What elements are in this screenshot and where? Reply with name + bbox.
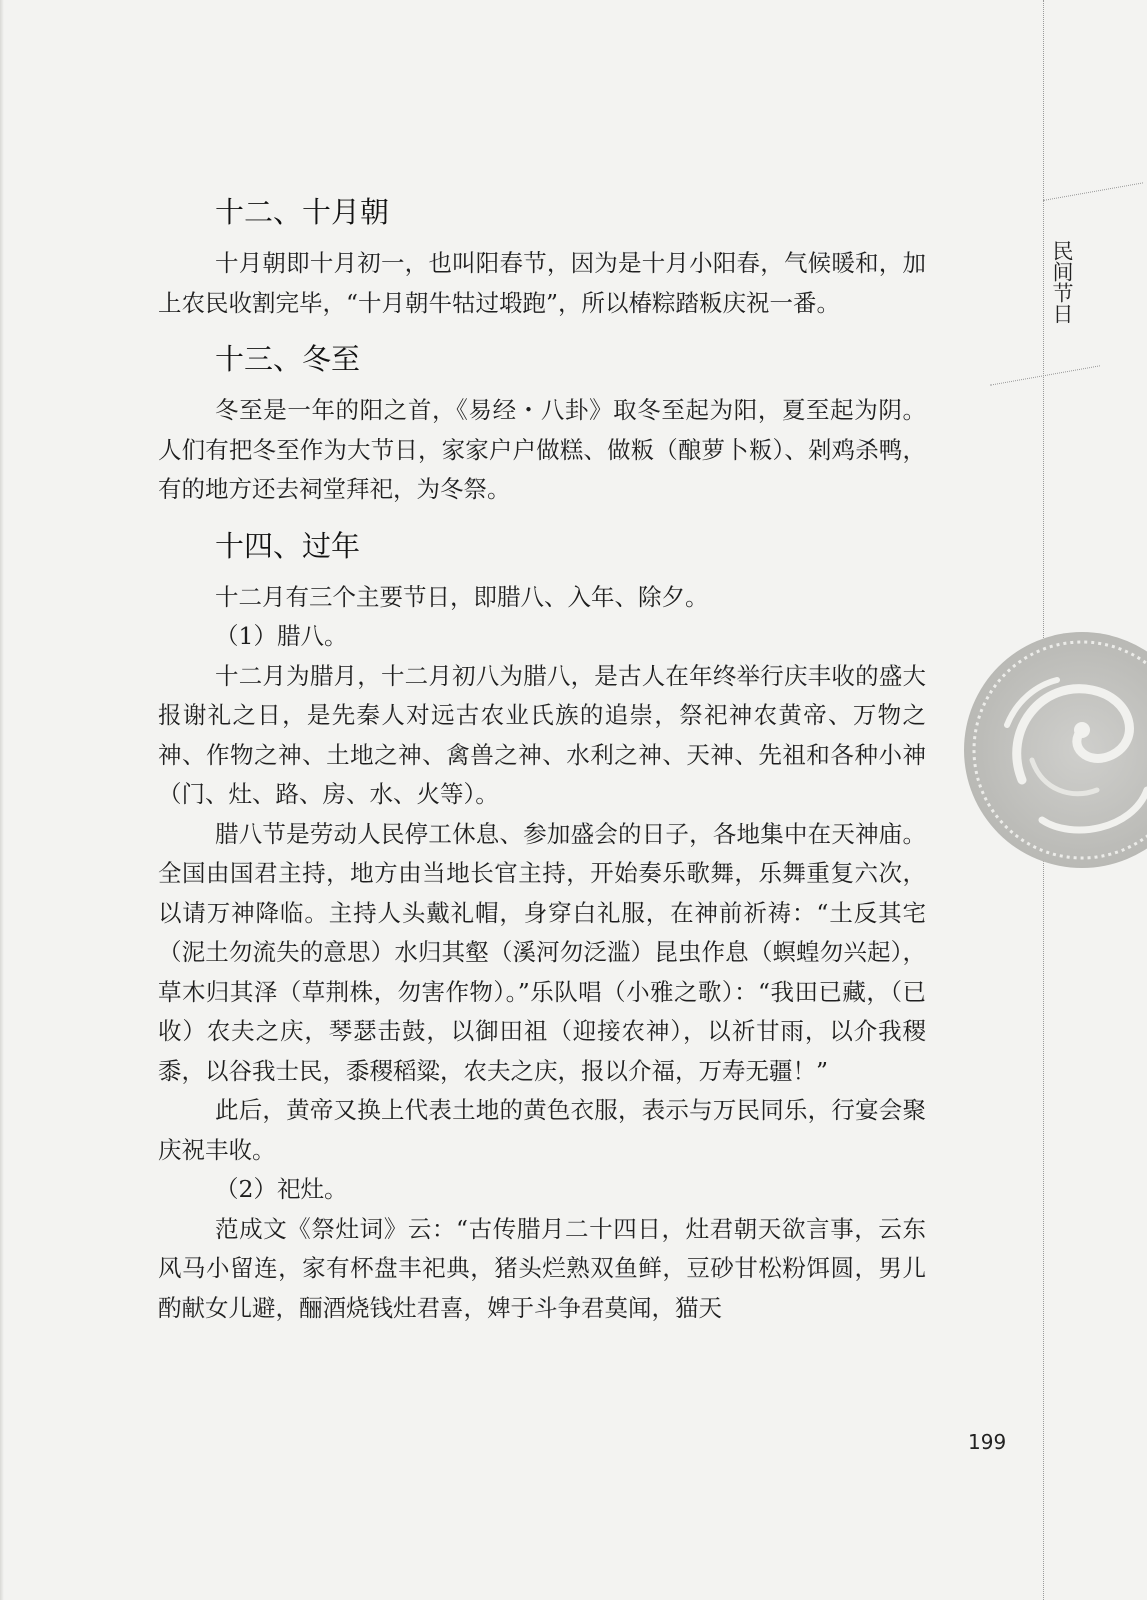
paragraph: 范成文《祭灶词》云：“古传腊月二十四日，灶君朝天欲言事，云东风马小留连，家有杯盘丰祀典，猪头烂熟双鱼鲜，豆砂甘松粉饵圆，男儿酌献女儿避，酾酒烧钱灶君喜，婢于斗争君莫闻，猫天 bbox=[158, 1214, 926, 1322]
page-left-edge bbox=[0, 0, 4, 1600]
paragraph: 腊八节是劳动人民停工休息、参加盛会的日子，各地集中在天神庙。全国由国君主持，地方由当地长官主持，开始奏乐歌舞，乐舞重复六次，以请万神降临。主持人头戴礼帽，身穿白礼服，在神前祈祷：“土反其宅（泥土勿流失的意思）水归其壑（溪河勿泛滥）昆虫作息（螟蝗勿兴起），草木归其泽（草荆株，勿害作物）。”乐队唱（小雅之歌）：“我田已藏，（已收）农夫之庆，琴瑟击鼓，以御田祖（迎接农神），以祈甘雨，以介我稷黍，以谷我士民，黍稷稻粱，农夫之庆，报以介福，万寿无疆！” bbox=[158, 819, 926, 1085]
section-heading: 十三、冬至 bbox=[215, 342, 361, 376]
paragraph: 此后，黄帝又换上代表土地的黄色衣服，表示与万民同乐，行宴会聚庆祝丰收。 bbox=[158, 1096, 926, 1164]
paragraph: 冬至是一年的阳之首，《易经・八卦》取冬至起为阳，夏至起为阴。人们有把冬至作为大节日，家家户户做糕、做粄（酿萝卜粄）、剁鸡杀鸭，有的地方还去祠堂拜祀，为冬祭。 bbox=[158, 396, 926, 503]
content-column bbox=[158, 190, 926, 1328]
tab-border-bottom bbox=[990, 345, 1100, 385]
paragraph: 十二月为腊月，十二月初八为腊八，是古人在年终举行庆丰收的盛大报谢礼之日，是先秦人对远古农业氏族的追崇，祭祀神农黄帝、万物之神、作物之神、土地之神、禽兽之神、水利之神、天神、先祖和各种小神（门、灶、路、房、水、火等）。 bbox=[158, 661, 926, 808]
paragraph: 十二月有三个主要节日，即腊八、入年、除夕。 bbox=[215, 582, 709, 611]
chapter-tab: 民间节日 bbox=[1050, 240, 1074, 324]
paragraph: 十月朝即十月初一，也叫阳春节，因为是十月小阳春，气候暖和，加上农民收割完毕，“十月朝牛牯过塅跑”，所以椿粽踏粄庆祝一番。 bbox=[158, 249, 926, 317]
tab-border-top bbox=[1043, 182, 1143, 241]
page-number: 199 bbox=[968, 1430, 1007, 1454]
section-heading: 十二、十月朝 bbox=[215, 195, 390, 229]
section-heading: 十四、过年 bbox=[215, 528, 361, 563]
subsection-label: （1）腊八。 bbox=[215, 622, 348, 650]
ornamental-medallion-icon bbox=[962, 630, 1147, 870]
subsection-label: （2）祀灶。 bbox=[215, 1175, 348, 1203]
